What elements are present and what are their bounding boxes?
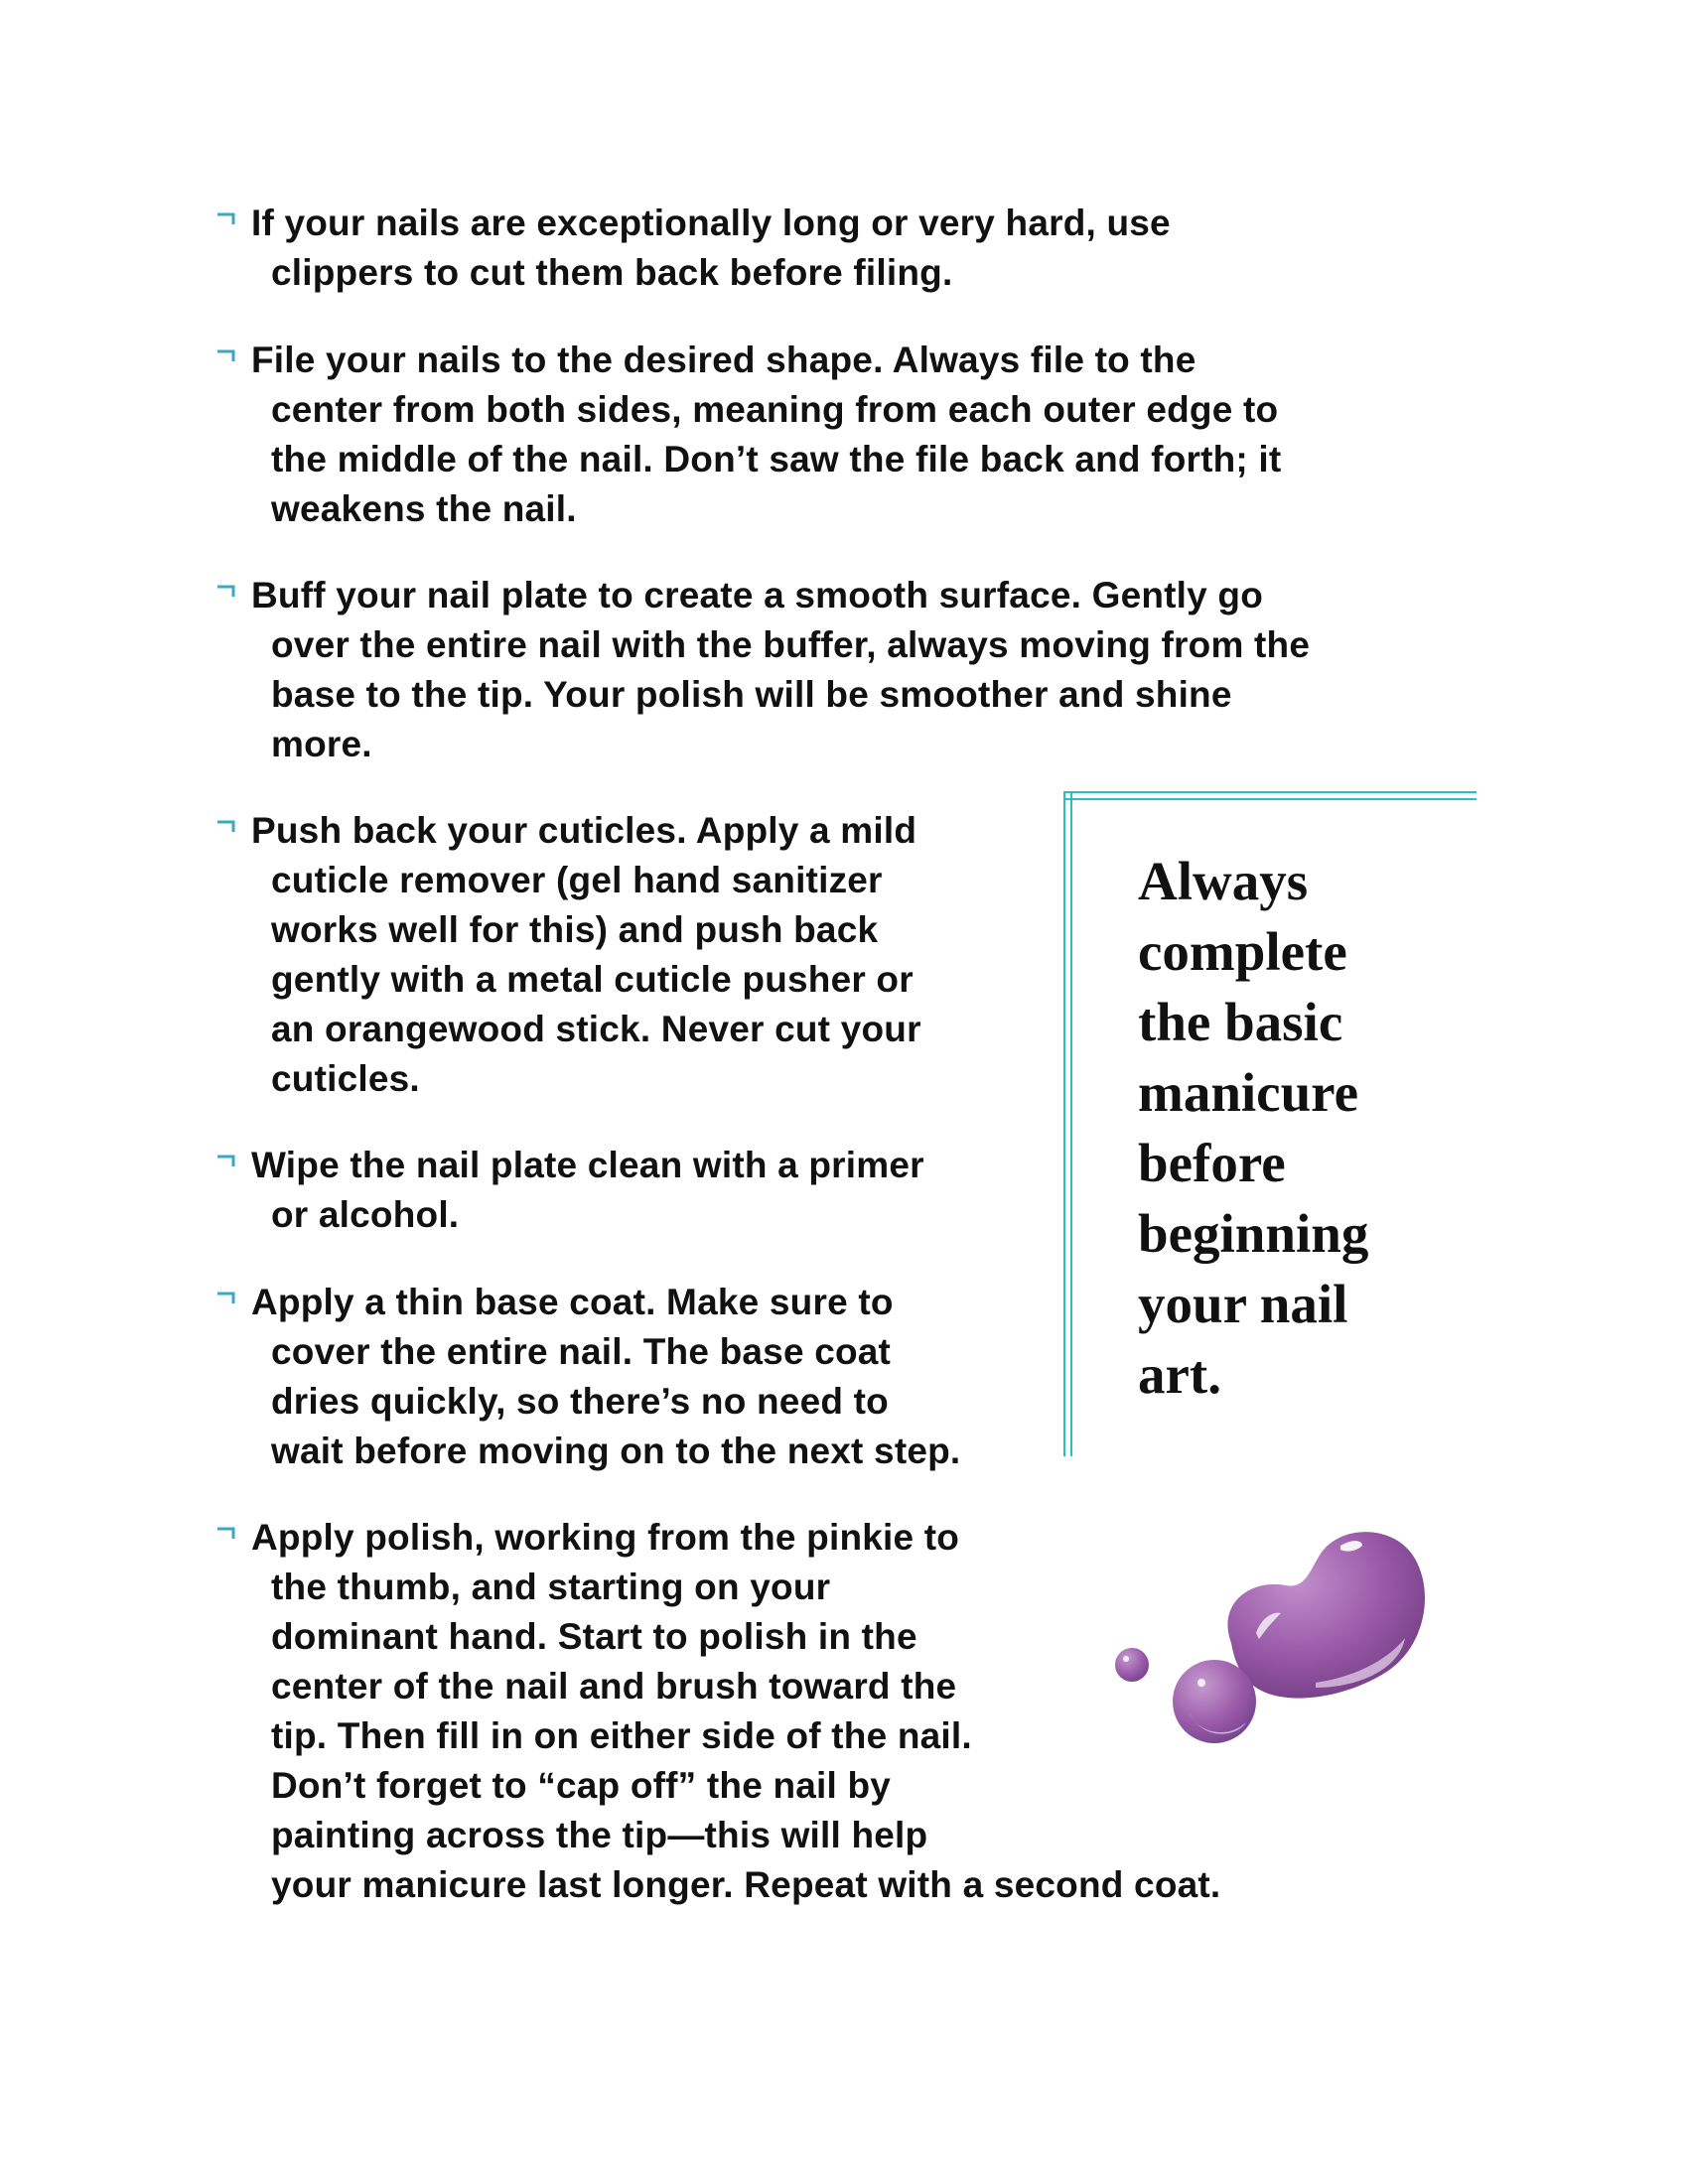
bullet-mark-icon [216,571,251,620]
callout-box [1063,791,1477,1456]
list-item-text: File your nails to the desired shape. Always file to the [251,340,1196,380]
list-item-text: Wipe the nail plate clean with a primer [251,1145,924,1185]
list-item-text: the middle of the nail. Don’t saw the file back and forth; it [271,439,1282,479]
list-item-text: painting across the tip—this will help [271,1815,928,1855]
list-item [216,1141,924,1240]
list-item [216,199,1171,298]
list-item-text: Push back your cuticles. Apply a mild [251,810,917,851]
list-item-text: weakens the nail. [271,488,577,529]
list-item [216,1278,960,1476]
list-item-text: center of the nail and brush toward the [271,1666,957,1706]
list-item-text: clippers to cut them back before filing. [271,252,953,293]
callout-line: art. [1138,1344,1221,1405]
list-item-text: cuticles. [271,1058,420,1099]
bullet-mark-icon [216,199,251,248]
list-item-text: Don’t forget to “cap off” the nail by [271,1765,892,1806]
list-item-text: wait before moving on to the next step. [271,1431,961,1471]
list-item-text: dominant hand. Start to polish in the [271,1616,917,1657]
list-item-text: your manicure last longer. Repeat with a second coat. [271,1864,1221,1905]
bullet-mark-icon [216,806,251,856]
callout-line: Always [1138,851,1309,911]
list-item-text: gently with a metal cuticle pusher or [271,959,914,1000]
list-item [216,1513,1220,1910]
callout-border-left [1063,791,1072,1456]
list-item-text: Apply polish, working from the pinkie to [251,1517,960,1558]
list-item-text: cover the entire nail. The base coat [271,1331,892,1372]
list-item [216,571,1310,769]
list-item-text: or alcohol. [271,1194,460,1235]
callout-line: complete [1138,921,1347,982]
list-item-text: Buff your nail plate to create a smooth surface. Gently go [251,575,1264,615]
list-item-text: more. [271,724,372,764]
bullet-mark-icon [216,1278,251,1327]
list-item-text: works well for this) and push back [271,909,879,950]
bullet-mark-icon [216,336,251,385]
callout-line: the basic [1138,992,1343,1052]
callout-text [1138,846,1466,1410]
bullet-mark-icon [216,1513,251,1563]
list-item-text: an orangewood stick. Never cut your [271,1009,921,1049]
list-item-text: Apply a thin base coat. Make sure to [251,1282,894,1322]
list-item-text: If your nails are exceptionally long or very hard, use [251,203,1171,243]
list-item-text: dries quickly, so there’s no need to [271,1381,889,1422]
callout-line: beginning [1138,1203,1369,1264]
list-item-text: base to the tip. Your polish will be smoother and shine [271,674,1232,715]
list-item-text: cuticle remover (gel hand sanitizer [271,860,883,900]
callout-line: your nail [1138,1274,1348,1334]
polish-drops-icon [1102,1484,1450,1767]
callout-line: manicure [1138,1062,1359,1123]
list-item-text: tip. Then fill in on either side of the nail. [271,1715,972,1756]
list-item [216,806,921,1104]
list-item-text: the thumb, and starting on your [271,1567,831,1607]
list-item-text: over the entire nail with the buffer, always moving from the [271,624,1311,665]
list-item-text: center from both sides, meaning from each outer edge to [271,389,1279,430]
list-item [216,336,1281,534]
callout-border-top [1063,791,1477,800]
callout-line: before [1138,1133,1286,1193]
bullet-mark-icon [216,1141,251,1190]
